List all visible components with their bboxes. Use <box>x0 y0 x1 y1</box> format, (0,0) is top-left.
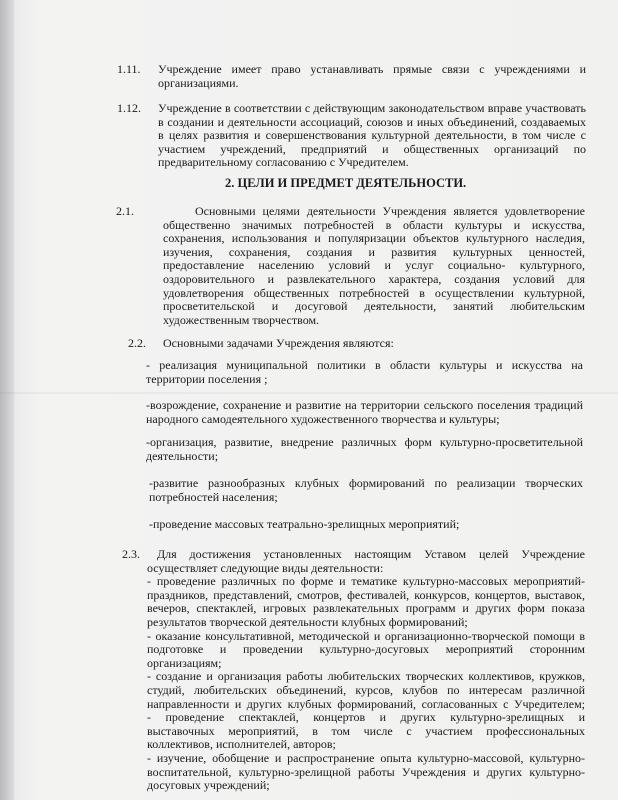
text-line: воспитательной, культурно-зрелищной работы Учреждения и других культурно- <box>147 764 585 779</box>
item-number-2-1: 2.1. <box>116 204 134 218</box>
task-item <box>149 518 583 532</box>
text-line: выставочных мероприятий, в том числе с участием профессиональных <box>147 723 585 738</box>
text-line: Учреждение имеет право устанавливать прямые связи с учреждениями и <box>158 62 586 76</box>
item-number-1-11: 1.11. <box>117 62 141 76</box>
paragraph-2-1 <box>163 205 585 327</box>
task-item <box>146 359 583 386</box>
text-line: - реализация муниципальной политики в области культуры и искусства на <box>146 358 583 372</box>
task-item <box>149 477 583 504</box>
text-line: Основными задачами Учреждения являются: <box>163 336 394 350</box>
text-line: направленности и других клубных формирований, согласованных с Учредителем; <box>147 696 585 711</box>
text-line: просветительской и досуговой деятельности, занятий любительским <box>163 299 585 314</box>
text-line: -возрождение, сохранение и развитие на территории сельского поселения традиций <box>146 398 583 412</box>
text-line: Учреждение в соответствии с действующим законодательством вправе участвовать <box>158 101 586 115</box>
text-line: территории поселения ; <box>146 371 268 386</box>
text-line: вечеров, спектаклей, игровых развлекательных программ и других форм показа <box>147 601 585 616</box>
text-line: организациями. <box>158 75 239 90</box>
text-line: деятельности; <box>146 448 219 463</box>
text-line: удовлетворения общественных потребностей в осуществлении культурной, <box>163 285 585 300</box>
text-line: в целях развития и совершенствования культурной деятельности, в том числе с <box>158 128 586 143</box>
text-line: предоставление населению условий и услуг социально- культурного, <box>163 258 585 273</box>
text-line: подготовке и проведении культурно-досуговых мероприятий сторонним <box>147 642 585 657</box>
text-line: праздников, представлений, смотров, фестивалей, конкурсов, концертов, выставок, <box>147 587 585 602</box>
item-number-2-2: 2.2. <box>128 336 146 350</box>
text-line: изучения, сохранения, создания и развития культурных ценностей, <box>163 244 585 259</box>
text-line: - оказание консультативной, методической и организационно-творческой помощи в <box>147 628 585 643</box>
paragraph-2-3 <box>147 548 585 793</box>
text-line: Основными целями деятельности Учреждения является удовлетворение <box>195 204 585 218</box>
text-line: художественным творчеством. <box>163 312 320 327</box>
text-line: потребностей населения; <box>149 489 278 504</box>
text-line: -проведение массовых театрально-зрелищных мероприятий; <box>149 517 460 531</box>
paragraph-1-11 <box>158 63 586 90</box>
task-item <box>146 436 583 463</box>
page-fold <box>0 392 618 394</box>
text-line: коллективов, исполнителей, авторов; <box>147 737 336 752</box>
text-line: общественно значимых потребностей в области культуры и искусства, <box>163 217 585 232</box>
text-line: результатов творческой деятельности клубных формирований; <box>147 614 468 629</box>
text-line: в создании и деятельности ассоциаций, союзов и иных объединений, создаваемых <box>158 114 586 129</box>
text-line: организациям; <box>147 655 222 670</box>
text-line: участием учреждений, предприятий и общественных организаций по <box>158 141 586 156</box>
text-line: -развитие разнообразных клубных формирований по реализации творческих <box>149 476 583 490</box>
text-line: студий, любительских объединений, курсов, клубов по интересам различной <box>147 682 585 697</box>
page-binding-edge <box>0 0 14 800</box>
text-line: - проведение спектаклей, концертов и других культурно-зрелищных и <box>147 710 585 725</box>
paragraph-1-12 <box>158 102 586 170</box>
text-line: досуговых учреждений; <box>147 778 270 793</box>
item-number-2-3: 2.3. <box>122 547 140 561</box>
text-line: осуществляет следующие виды деятельности: <box>147 560 384 575</box>
text-line: предварительному согласованию с Учредителем. <box>158 155 409 170</box>
paragraph-2-2-intro <box>163 337 583 351</box>
section-heading: 2. ЦЕЛИ И ПРЕДМЕТ ДЕЯТЕЛЬНОСТИ. <box>225 176 467 190</box>
text-line: оздоровительного и развлекательного характера, создания условий для <box>163 271 585 286</box>
text-line: - создание и организация работы любительских творческих коллективов, кружков, <box>147 669 585 684</box>
item-number-1-12: 1.12. <box>117 101 141 115</box>
task-item <box>146 399 583 426</box>
text-line: Для достижения установленных настоящим Уставом целей Учреждение <box>157 547 585 561</box>
text-line: народного самодеятельного художественного творчества и культуры; <box>146 411 500 426</box>
text-line: -организация, развитие, внедрение различных форм культурно-просветительной <box>146 435 583 449</box>
text-line: сохранения, использования и популяризации объектов культурного наследия, <box>163 231 585 246</box>
text-line: - изучение, обобщение и распространение опыта культурно-массовой, культурно- <box>147 750 585 765</box>
text-line: - проведение различных по форме и тематике культурно-массовых мероприятий- <box>147 574 585 589</box>
